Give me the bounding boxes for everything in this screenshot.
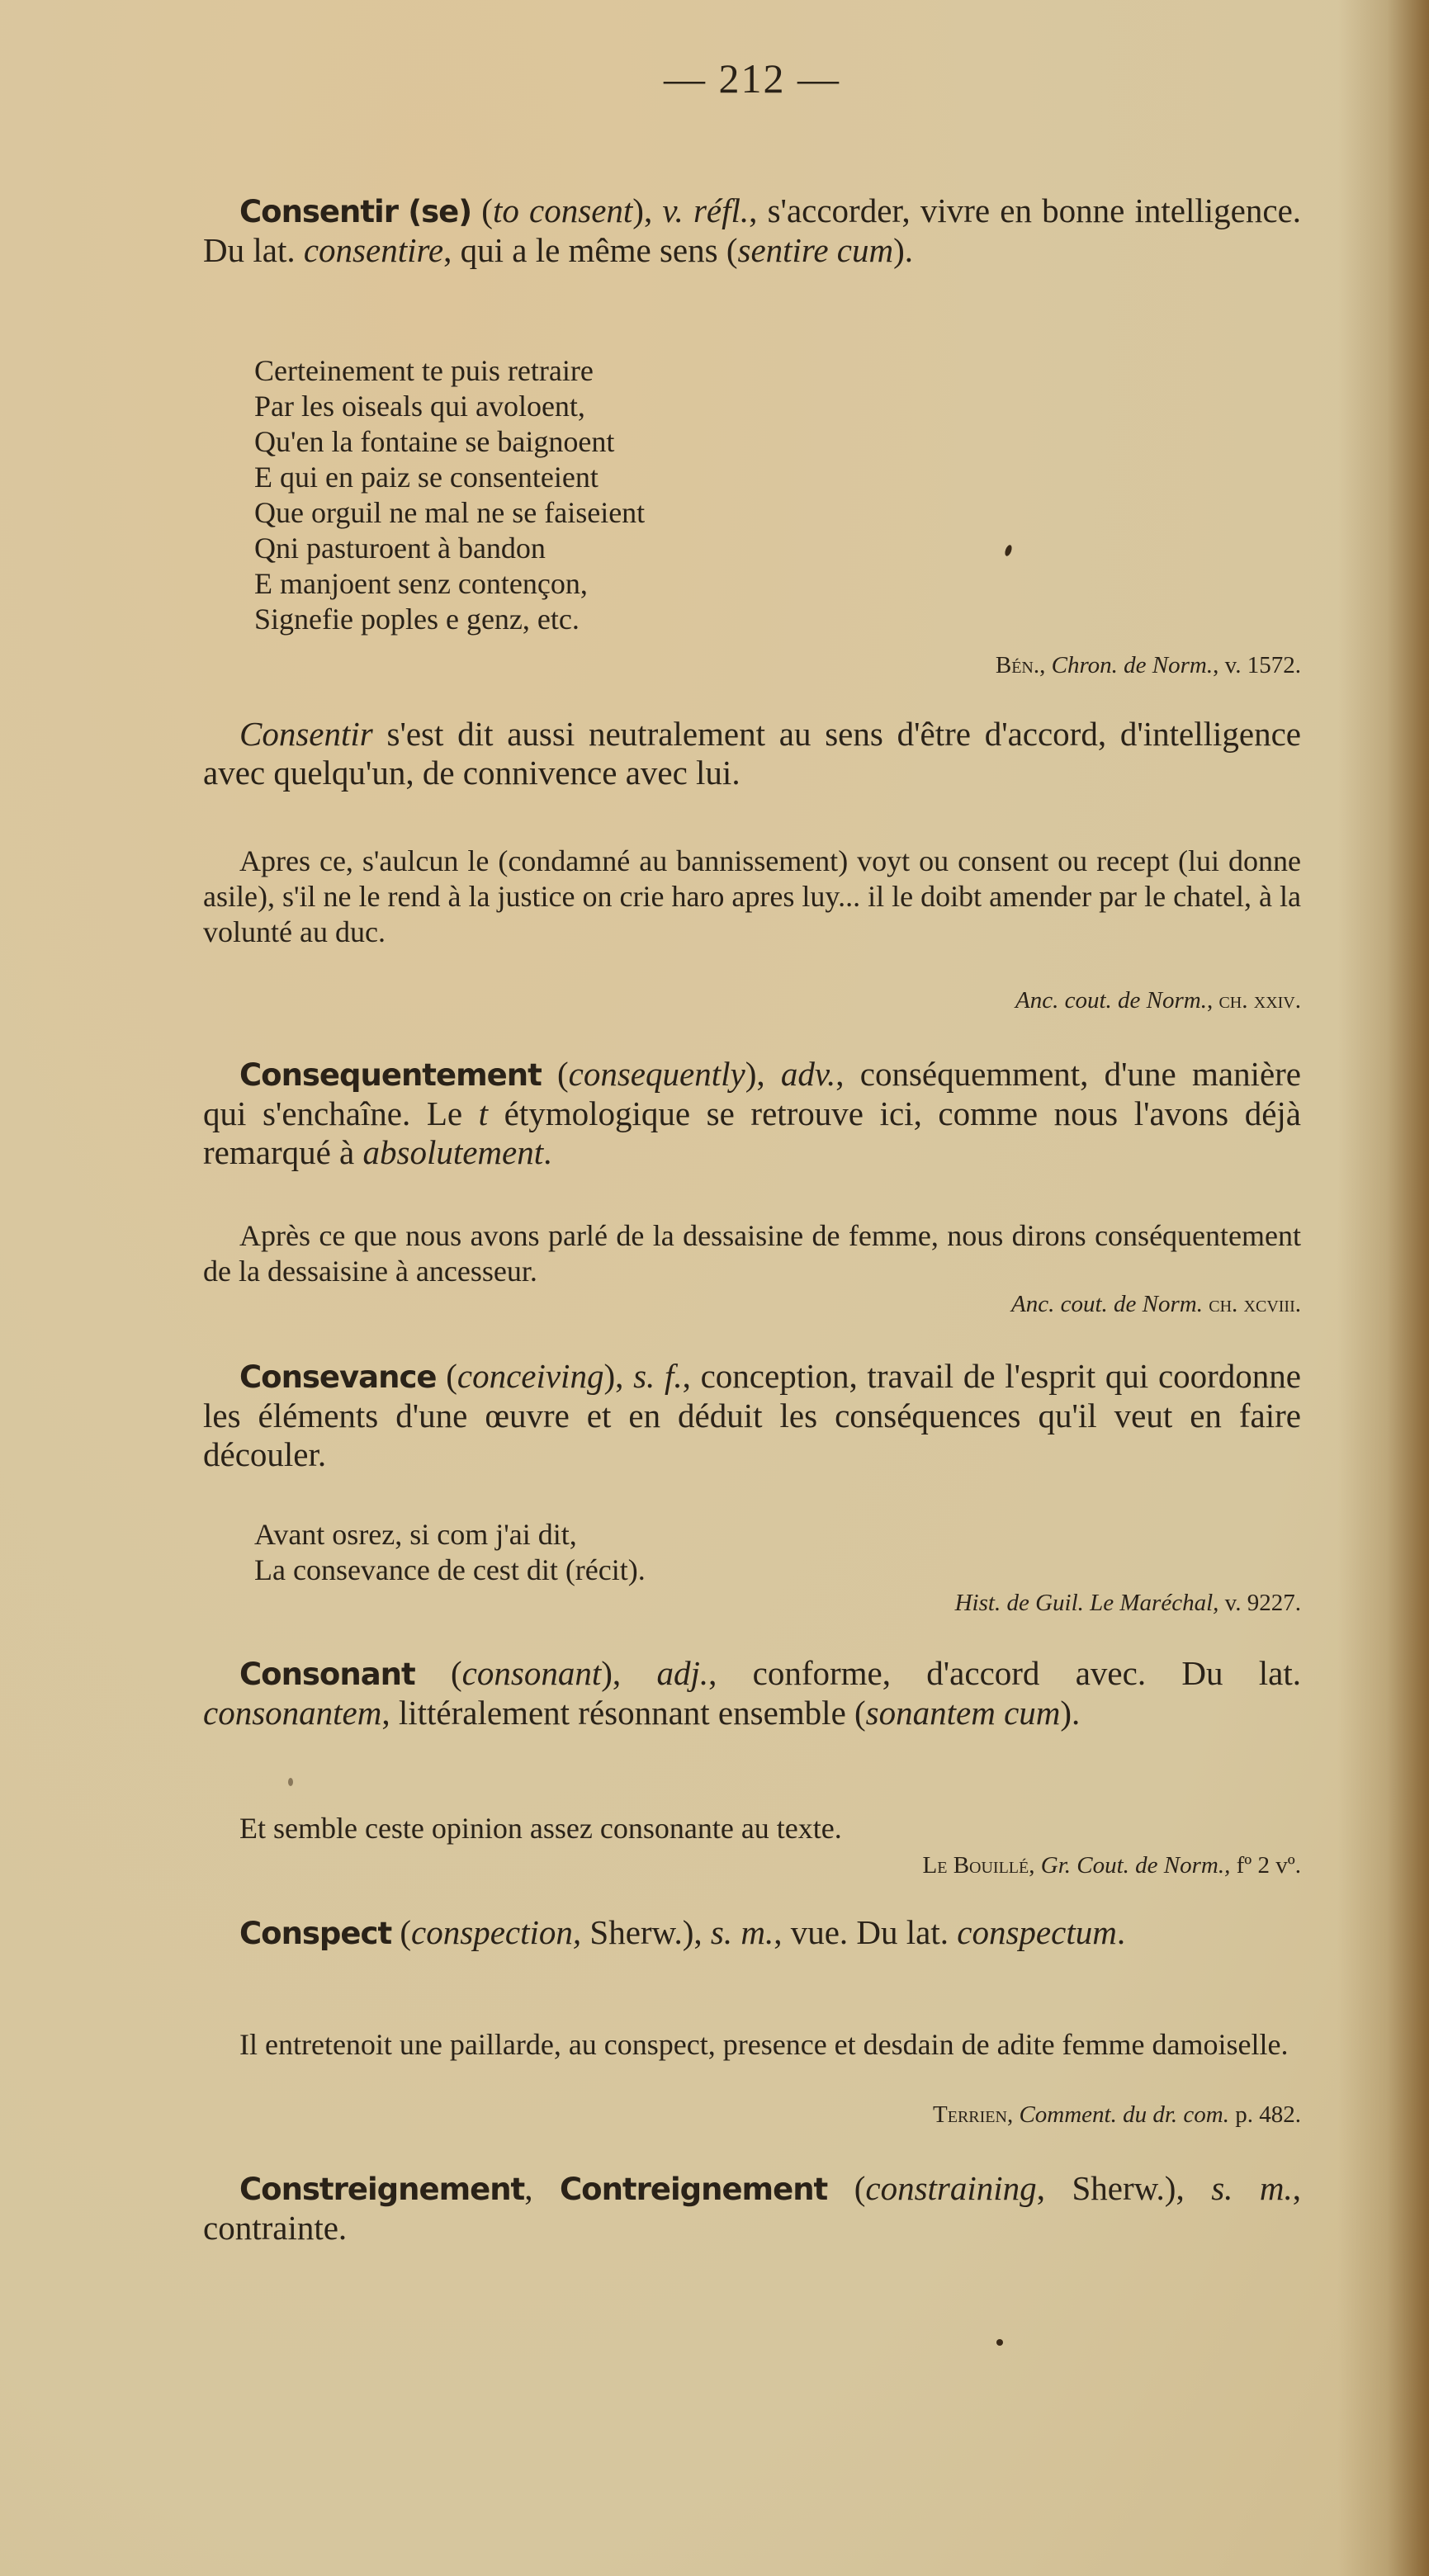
citation-ref: v. 9227.	[1224, 1590, 1301, 1616]
english-gloss: conceiving	[457, 1357, 604, 1395]
definition: , vue. Du lat.	[774, 1913, 958, 1951]
headword: Constreignement	[239, 2172, 525, 2207]
citation-ref: fº 2 vº.	[1236, 1852, 1301, 1879]
definition: , conséquemment, d'une manière qui s'enchaîne. Le	[203, 1055, 1302, 1132]
verse-line: La consevance de cest dit (récit).	[254, 1553, 646, 1586]
entry-consequentement: Consequentement (consequently), adv., conséquemment, d'une manière qui s'enchaîne. Le t étymologique se retrouve ici, comme nous l'avons déjà remarqué à absolutement.	[203, 1055, 1302, 1171]
citation-title: Anc. cout. de Norm.	[1011, 1291, 1203, 1317]
ink-speck	[996, 2339, 1003, 2346]
citation	[955, 1590, 1301, 1617]
entry-consevance: Consevance (conceiving), s. f., conception, travail de l'esprit qui coordonne les éléments d'une œuvre et en déduit les conséquences qu'il veut en faire découler.	[203, 1357, 1302, 1473]
verse-line: Par les oiseals qui avoloent,	[254, 390, 585, 423]
english-gloss: consequently	[568, 1055, 745, 1093]
citation: Bén., Chron. de Norm., v. 1572.	[995, 652, 1301, 678]
definition-end: .	[543, 1133, 552, 1171]
entry-constreignement: Constreignement, Contreignement (constraining, Sherw.), s. m., contrainte.	[203, 2169, 1302, 2247]
citation-ref: ch. xxiv.	[1218, 987, 1301, 1014]
verse-line: Qu'en la fontaine se baignoent	[254, 425, 615, 458]
citation: Anc. cout. de Norm., ch. xxiv.	[1015, 987, 1301, 1014]
definition: s'est dit aussi neutralement au sens d'être d'accord, d'intelligence avec quelqu'un, de connivence avec lui.	[203, 715, 1301, 792]
entry-consentir-neutral	[203, 715, 1301, 792]
verse-line: Qni pasturoent à bandon	[254, 532, 546, 565]
verse-quote	[254, 1517, 1245, 1588]
english-gloss: conspection,	[411, 1913, 582, 1951]
citation	[1011, 1291, 1301, 1318]
latin-etymon: consonantem	[203, 1694, 382, 1732]
latin-etymon: conspectum	[957, 1913, 1117, 1951]
definition: , s'accorder, vivre en bonne intelligence. Du lat.	[203, 191, 1302, 269]
english-source: Sherw.	[589, 1913, 683, 1951]
latin-etymon: consentire	[303, 231, 444, 269]
citation	[923, 1852, 1301, 1879]
citation-title: Gr. Cout. de Norm.,	[1040, 1852, 1231, 1879]
citation-author: Terrien,	[933, 2101, 1014, 2128]
verse-line: E manjoent senz contençon,	[254, 567, 588, 600]
citation-title: Comment. du dr. com.	[1019, 2101, 1229, 2128]
citation-author: Le Bouillé,	[922, 1852, 1035, 1879]
definition-cont: étymologique se retrouve ici, comme nous l'avons déjà remarqué à	[203, 1094, 1301, 1171]
definition-end: ).	[893, 231, 914, 269]
verse-line: Certeinement te puis retraire	[254, 354, 594, 387]
ink-speck	[288, 1778, 293, 1786]
entry-consentir: Consentir (se) (to consent), v. réfl., s'accorder, vivre en bonne intelligence. Du lat. consentire, qui a le même sens (sentire cum).	[203, 191, 1302, 269]
english-gloss: constraining	[865, 2169, 1037, 2207]
entry-consonant: Consonant (consonant), adj., conforme, d'accord avec. Du lat. consonantem, littéralement résonnant ensemble (sonantem cum).	[203, 1654, 1302, 1732]
headword: Consentir	[239, 194, 398, 229]
latin-gloss: sonantem cum	[865, 1694, 1061, 1732]
part-of-speech: s. m.	[710, 1913, 774, 1951]
citation-author: Bén.	[995, 652, 1040, 678]
citation-title: Chron. de Norm.	[1051, 652, 1214, 678]
headword: Consequentement	[239, 1057, 542, 1093]
latin-gloss: sentire cum	[737, 231, 894, 269]
headword: Consonant	[239, 1657, 415, 1692]
english-source: Sherw.	[1072, 2169, 1165, 2207]
verse-line: Avant osrez, si com j'ai dit,	[254, 1518, 577, 1551]
verse-quote	[254, 353, 1245, 637]
prose-quote: Il entretenoit une paillarde, au conspect, presence et desdain de adite femme damoiselle.	[239, 2028, 1289, 2061]
cross-reference: absolutement	[362, 1133, 544, 1171]
verse-line: E qui en paiz se consenteient	[254, 461, 599, 494]
entry-conspect: Conspect (conspection, Sherw.), s. m., vue. Du lat. conspectum.	[239, 1913, 1126, 1951]
definition-cont: , qui a le même sens (	[443, 231, 738, 269]
part-of-speech: adj.	[656, 1654, 709, 1692]
definition: , contrainte.	[203, 2169, 1302, 2247]
prose-quote: Apres ce, s'aulcun le (condamné au bannissement) voyt ou consent ou recept (lui donne asile), s'il ne le rend à la justice on crie haro apres luy... il le doibt amender par le chatel, à la volunté au duc.	[203, 844, 1301, 948]
part-of-speech: v. réfl.	[662, 191, 750, 229]
citation	[933, 2101, 1301, 2129]
page-number: — 212 —	[664, 55, 840, 102]
verse-line: Signefie poples e genz, etc.	[254, 603, 580, 636]
lead-word: Consentir	[239, 715, 373, 753]
citation-ref: p. 482.	[1235, 2101, 1301, 2128]
citation-title: Anc. cout. de Norm.	[1015, 987, 1207, 1014]
english-gloss: to consent	[492, 191, 633, 229]
headword: Consevance	[239, 1359, 437, 1395]
verse-line: Que orguil ne mal ne se faiseient	[254, 496, 646, 529]
definition-end: .	[1116, 1913, 1126, 1951]
prose-quote: Et semble ceste opinion assez consonante au texte.	[239, 1812, 842, 1845]
headword-variant: Contreignement	[560, 2172, 828, 2207]
part-of-speech: s. f.	[633, 1357, 683, 1395]
part-of-speech: s. m.	[1211, 2169, 1293, 2207]
definition-end: ).	[1060, 1694, 1081, 1732]
citation-title: Hist. de Guil. Le Maréchal,	[954, 1590, 1219, 1616]
letter: t	[478, 1094, 489, 1132]
english-gloss: consonant	[461, 1654, 602, 1692]
part-of-speech: adv.	[780, 1055, 836, 1093]
headword: Conspect	[239, 1916, 392, 1951]
citation-ref: v. 1572.	[1224, 652, 1301, 678]
definition-cont: , littéralement résonnant ensemble (	[381, 1694, 866, 1732]
definition: , conforme, d'accord avec. Du lat.	[708, 1654, 1302, 1692]
citation-ref: ch. xcviii.	[1209, 1291, 1301, 1317]
headword-extra: (se)	[408, 194, 472, 229]
definition: , conception, travail de l'esprit qui coordonne les éléments d'une œuvre et en déduit les conséquences qu'il veut en faire découler.	[203, 1357, 1302, 1473]
prose-quote: Après ce que nous avons parlé de la dessaisine de femme, nous dirons conséquentement de la dessaisine à ancesseur.	[203, 1219, 1301, 1288]
